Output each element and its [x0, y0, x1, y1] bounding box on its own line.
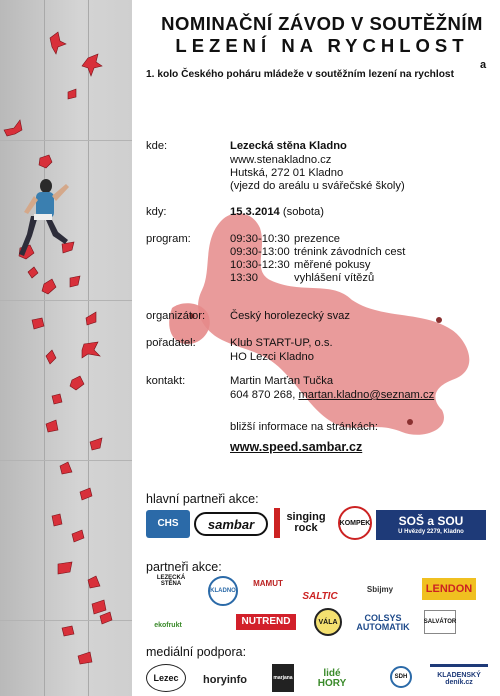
media-heading: mediální podpora: — [146, 645, 247, 659]
logo-sdh: SDH — [390, 666, 412, 688]
climbing-hold — [88, 576, 100, 588]
climbing-hold — [78, 652, 92, 664]
title-line-2: LEZENÍ NA RYCHLOST — [175, 35, 469, 56]
title-line-1: NOMINAČNÍ ZÁVOD V SOUTĚŽNÍM — [161, 13, 483, 34]
contact-name: Martin Marťan Tučka — [230, 375, 334, 387]
event-date — [230, 206, 324, 220]
climber-figure — [19, 179, 69, 256]
program-time: 09:30-10:30 — [230, 233, 290, 245]
climbing-hold — [52, 394, 62, 404]
climbing-hold — [62, 242, 74, 253]
logo-marjana: marjana — [272, 664, 294, 692]
program-time: 13:30 — [230, 272, 258, 284]
logo-sambar: sambar — [194, 512, 268, 536]
logo-lezec: Lezec — [146, 664, 186, 692]
day-value: (sobota) — [282, 206, 324, 218]
logo-kladno: KLADNO — [208, 576, 238, 606]
poradatel-value-2: HO Lezci Kladno — [230, 351, 314, 363]
climbing-hold — [82, 54, 102, 76]
contact-email-link[interactable]: martan.kladno@seznam.cz — [298, 389, 435, 401]
website-link[interactable]: www.speed.sambar.cz — [230, 440, 363, 454]
contact-phone: 604 870 268, — [230, 389, 299, 401]
venue-name: Lezecká stěna Kladno — [230, 140, 347, 152]
climbing-hold — [52, 514, 62, 526]
organizer-value: Český horolezecký svaz — [230, 310, 350, 322]
date-value: 15.3.2014 — [230, 206, 280, 218]
climbing-hold — [58, 562, 72, 574]
title-connector: a — [480, 59, 487, 71]
climbing-hold — [82, 342, 100, 358]
kde-label: kde: — [146, 140, 168, 152]
logo-ekofrukt: ekofrukt — [154, 621, 182, 629]
program-time: 09:30-13:00 — [230, 246, 290, 258]
logo-vala: VÁLA — [314, 608, 342, 636]
poradatel-value-1: Klub START-UP, o.s. — [230, 337, 333, 349]
program-label: program: — [146, 233, 191, 245]
logo-sbijmy: Sbijmy — [366, 585, 394, 594]
logo-chs: CHS — [146, 510, 190, 538]
climbing-hold — [46, 420, 58, 432]
climbing-wall-photo — [0, 0, 132, 696]
logo-saltic: SALTIC — [302, 591, 338, 602]
climbing-hold — [80, 488, 92, 500]
climbing-hold — [68, 89, 76, 99]
logo-horyinfo: horyinfo — [203, 673, 247, 686]
program-activity: měřené pokusy — [294, 259, 371, 271]
climbing-hold — [50, 32, 66, 54]
logo-mamut: MAMUT — [253, 579, 283, 588]
organizer-label: organizátor: — [146, 310, 206, 322]
poradatel-label: pořadatel: — [146, 337, 196, 349]
partners-heading: partneři akce: — [146, 560, 222, 574]
climbing-hold — [90, 438, 102, 450]
logo-sos-sou-address: U Hvězdy 2279, Kladno — [398, 529, 464, 535]
climbing-hold — [100, 612, 112, 624]
program-time: 10:30-12:30 — [230, 259, 290, 271]
climbing-hold — [42, 279, 56, 294]
logo-singing-rock: singing rock — [274, 508, 332, 538]
venue-web: www.stenakladno.cz — [230, 154, 332, 166]
climbing-hold — [70, 276, 80, 287]
climbing-hold — [72, 530, 84, 542]
logo-colsys: COLSYS AUTOMATIK — [356, 613, 410, 632]
logo-sos-sou — [376, 510, 486, 540]
venue-note: (vjezd do areálu u svářečské školy) — [230, 180, 405, 192]
logo-lide-hory: lidé HORY — [317, 668, 347, 689]
main-partners-heading: hlavní partneři akce: — [146, 492, 259, 506]
contact-label: kontakt: — [146, 375, 186, 387]
climbing-hold — [39, 155, 52, 168]
logo-kompek: KOMPEK — [338, 506, 372, 540]
logo-sos-sou-name: SOŠ a SOU — [398, 514, 464, 528]
climbing-hold — [60, 462, 72, 474]
logo-kladensky-denik: KLADENSKÝ deník.cz — [430, 664, 488, 690]
more-info-text: bližší informace na stránkách: — [230, 421, 378, 433]
poster-content — [132, 0, 500, 696]
contact-line — [230, 389, 434, 403]
climbing-hold — [62, 626, 74, 636]
kdy-label: kdy: — [146, 206, 167, 218]
venue-address: Hutská, 272 01 Kladno — [230, 167, 344, 179]
logo-lendon: LENDON — [422, 578, 476, 600]
climbing-hold — [86, 312, 96, 325]
climbing-hold — [70, 376, 84, 390]
logo-salvator: SALVÁTOR — [424, 610, 456, 634]
climbing-hold — [28, 267, 38, 278]
logo-nutrend: NUTREND — [236, 614, 296, 630]
title-line-3: 1. kolo Českého poháru mládeže v soutěžním lezení na rychlost — [146, 69, 454, 80]
program-activity: vyhlášení vítězů — [294, 272, 375, 284]
logo-lezecka-stena: LEZECKÁ STĚNA — [156, 575, 186, 587]
climbing-hold — [32, 318, 44, 329]
climbing-hold — [46, 350, 56, 364]
program-activity: trénink závodních cest — [294, 246, 406, 258]
climbing-hold — [92, 600, 106, 614]
climbing-hold — [4, 120, 22, 136]
program-activity: prezence — [294, 233, 341, 245]
